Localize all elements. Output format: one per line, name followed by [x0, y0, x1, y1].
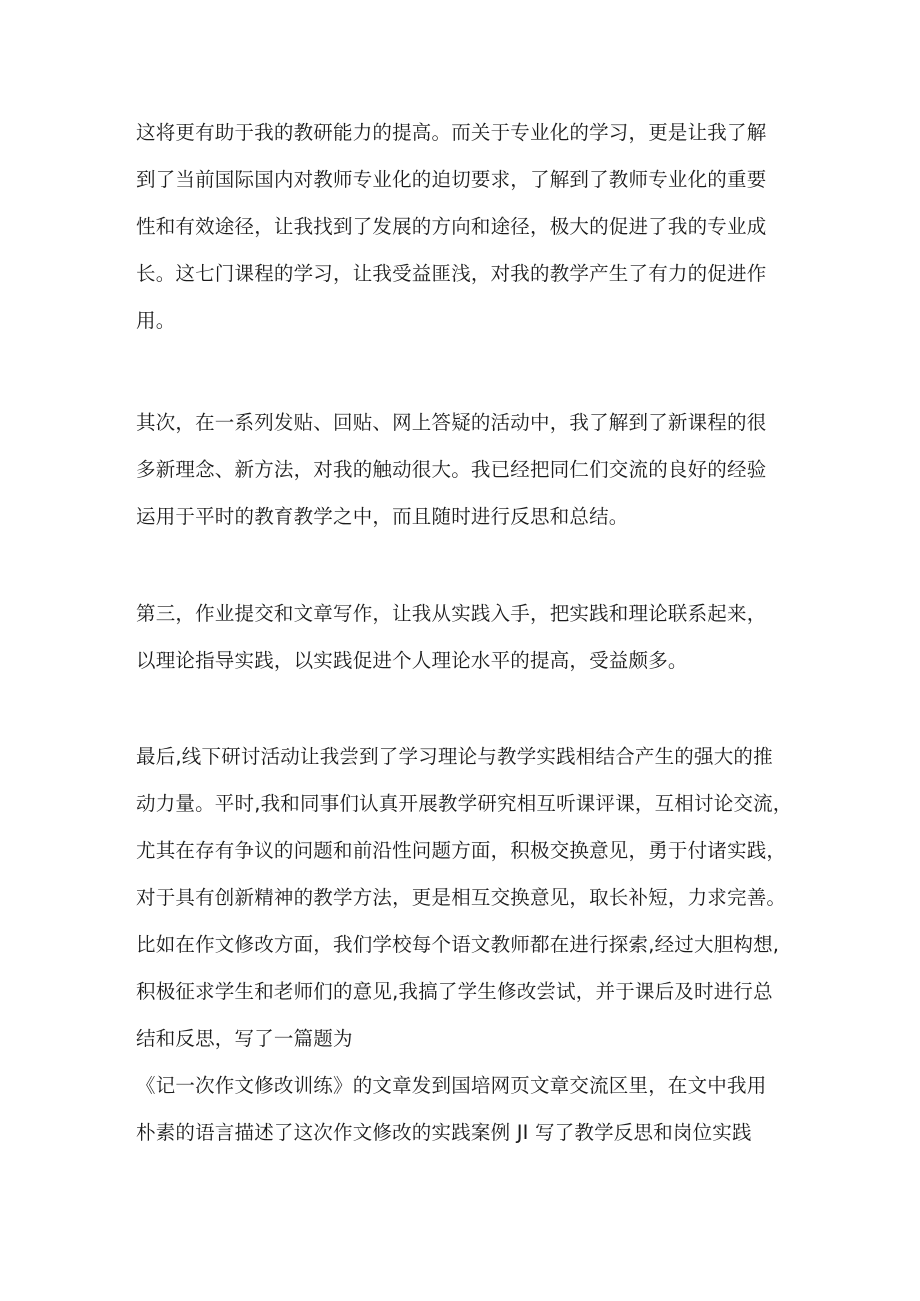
text-line: 长。这七门课程的学习，让我受益匪浅，对我的教学产生了有力的促进作 — [136, 262, 767, 285]
text-line: 到了当前国际国内对教师专业化的迫切要求，了解到了教师专业化的重要 — [136, 168, 767, 191]
text-line: 尤其在存有争议的问题和前沿性问题方面，积极交换意见，勇于付诸实践， — [136, 839, 787, 862]
text-line: 性和有效途径，让我找到了发展的方向和途径，极大的促进了我的专业成 — [136, 215, 767, 238]
text-line: 对于具有创新精神的教学方法，更是相互交换意见，取长补短，力求完善。 — [136, 886, 787, 909]
text-line: 用。 — [136, 309, 176, 332]
paragraph-final-point — [136, 733, 796, 1156]
text-line: 结和反思，写了一篇题为 — [136, 1027, 353, 1050]
text-line: 其次，在一系列发贴、回贴、网上答疑的活动中，我了解到了新课程的很 — [136, 411, 767, 434]
text-line: 多新理念、新方法，对我的触动很大。我已经把同仁们交流的良好的经验 — [136, 458, 767, 481]
text-line: 比如在作文修改方面，我们学校每个语文教师都在进行探索,经过大胆构想, — [136, 933, 780, 956]
text-line: 最后,线下研讨活动让我尝到了学习理论与教学实践相结合产生的强大的推 — [136, 745, 773, 768]
paragraph-study-reflection — [136, 109, 796, 344]
text-line: 这将更有助于我的教研能力的提高。而关于专业化的学习，更是让我了解 — [136, 121, 767, 144]
text-line: 以理论指导实践，以实践促进个人理论水平的提高，受益颇多。 — [136, 649, 688, 672]
text-line: 积极征求学生和老师们的意见,我搞了学生修改尝试，并于课后及时进行总 — [136, 980, 773, 1003]
text-line: 运用于平时的教育教学之中，而且随时进行反思和总结。 — [136, 505, 629, 528]
text-line: 《记一次作文修改训练》的文章发到国培网页文章交流区里，在文中我用 — [136, 1074, 767, 1097]
paragraph-second-point — [136, 399, 796, 540]
text-line: 朴素的语言描述了这次作文修改的实践案例 JI 写了教学反思和岗位实践 — [136, 1121, 752, 1144]
text-line: 动力量。平时,我和同事们认真开展教学研究相互听课评课，互相讨论交流， — [136, 792, 793, 815]
text-line: 第三，作业提交和文章写作，让我从实践入手，把实践和理论联系起来， — [136, 602, 767, 625]
paragraph-third-point — [136, 590, 796, 684]
